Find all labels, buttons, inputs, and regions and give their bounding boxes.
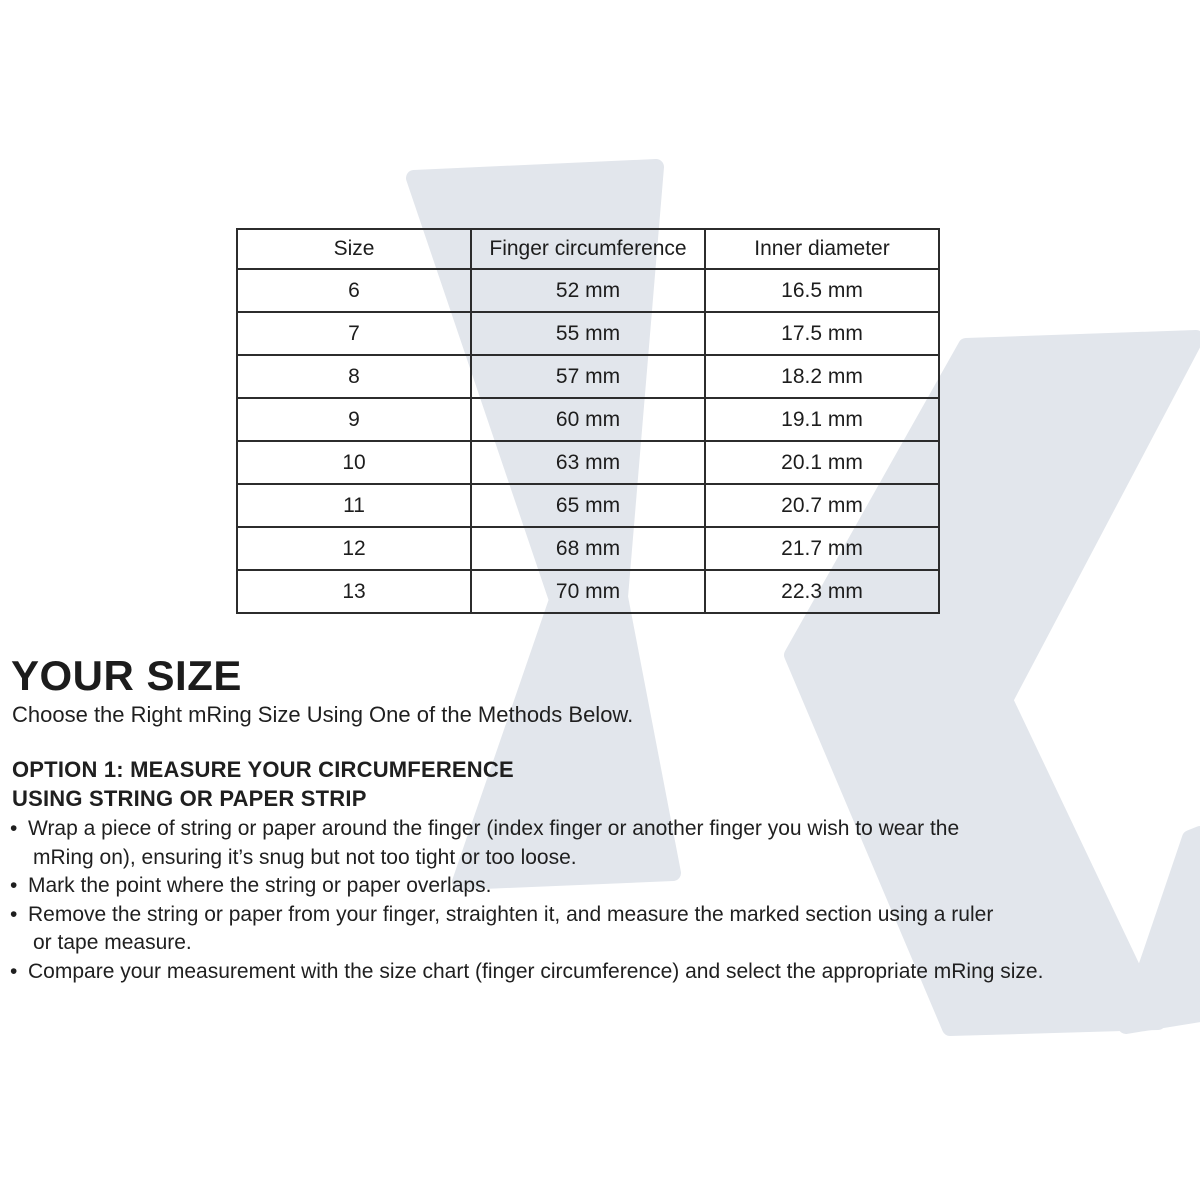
bullet-icon: • xyxy=(10,902,18,926)
cell-size: 13 xyxy=(237,570,471,613)
table-row xyxy=(237,484,939,527)
instruction-list xyxy=(10,815,1195,986)
cell-diameter: 20.1 mm xyxy=(705,441,939,484)
cell-circumference: 60 mm xyxy=(471,398,705,441)
bullet-text-line: Compare your measurement with the size chart (finger circumference) and select the appropriate mRing size. xyxy=(28,959,1044,983)
cell-size: 7 xyxy=(237,312,471,355)
cell-size: 8 xyxy=(237,355,471,398)
bullet-text-line: or tape measure. xyxy=(33,931,192,954)
col-header-inner-diameter: Inner diameter xyxy=(705,229,939,269)
bullet-text-line: Remove the string or paper from your finger, straighten it, and measure the marked section using a ruler xyxy=(28,902,994,926)
cell-diameter: 17.5 mm xyxy=(705,312,939,355)
bullet-text-line: mRing on), ensuring it’s snug but not too tight or too loose. xyxy=(33,845,577,869)
cell-circumference: 57 mm xyxy=(471,355,705,398)
bullet-icon: • xyxy=(10,817,18,840)
table-header-row xyxy=(237,229,939,269)
list-item xyxy=(10,872,1195,901)
cell-circumference: 63 mm xyxy=(471,441,705,484)
cell-diameter: 19.1 mm xyxy=(705,398,939,441)
option1-heading xyxy=(12,755,514,813)
bullet-text-line: Wrap a piece of string or paper around the finger (index finger or another finger you wish to wear the xyxy=(28,817,960,840)
page-title: YOUR SIZE xyxy=(11,652,242,699)
table-row xyxy=(237,441,939,484)
bullet-icon: • xyxy=(10,874,18,897)
list-item xyxy=(10,958,1195,987)
col-header-finger-circumference: Finger circumference xyxy=(471,229,705,269)
option1-heading-line2: USING STRING OR PAPER STRIP xyxy=(12,786,367,811)
col-header-size: Size xyxy=(237,229,471,269)
cell-size: 11 xyxy=(237,484,471,527)
table-row xyxy=(237,527,939,570)
section-subtitle: Choose the Right mRing Size Using One of the Methods Below. xyxy=(12,702,634,727)
cell-diameter: 21.7 mm xyxy=(705,527,939,570)
cell-size: 12 xyxy=(237,527,471,570)
cell-size: 6 xyxy=(237,269,471,312)
cell-circumference: 55 mm xyxy=(471,312,705,355)
cell-circumference: 52 mm xyxy=(471,269,705,312)
table-row xyxy=(237,269,939,312)
table-row xyxy=(237,570,939,613)
table-row xyxy=(237,398,939,441)
cell-diameter: 20.7 mm xyxy=(705,484,939,527)
cell-size: 9 xyxy=(237,398,471,441)
table-row xyxy=(237,355,939,398)
cell-circumference: 68 mm xyxy=(471,527,705,570)
cell-circumference: 65 mm xyxy=(471,484,705,527)
bullet-icon: • xyxy=(10,959,18,983)
cell-diameter: 18.2 mm xyxy=(705,355,939,398)
cell-size: 10 xyxy=(237,441,471,484)
option1-heading-line1: OPTION 1: MEASURE YOUR CIRCUMFERENCE xyxy=(12,757,514,782)
cell-diameter: 22.3 mm xyxy=(705,570,939,613)
cell-diameter: 16.5 mm xyxy=(705,269,939,312)
bullet-text-line: Mark the point where the string or paper overlaps. xyxy=(28,874,492,897)
list-item xyxy=(10,901,1195,958)
ring-size-table xyxy=(236,228,940,614)
cell-circumference: 70 mm xyxy=(471,570,705,613)
list-item xyxy=(10,815,1195,872)
table-row xyxy=(237,312,939,355)
